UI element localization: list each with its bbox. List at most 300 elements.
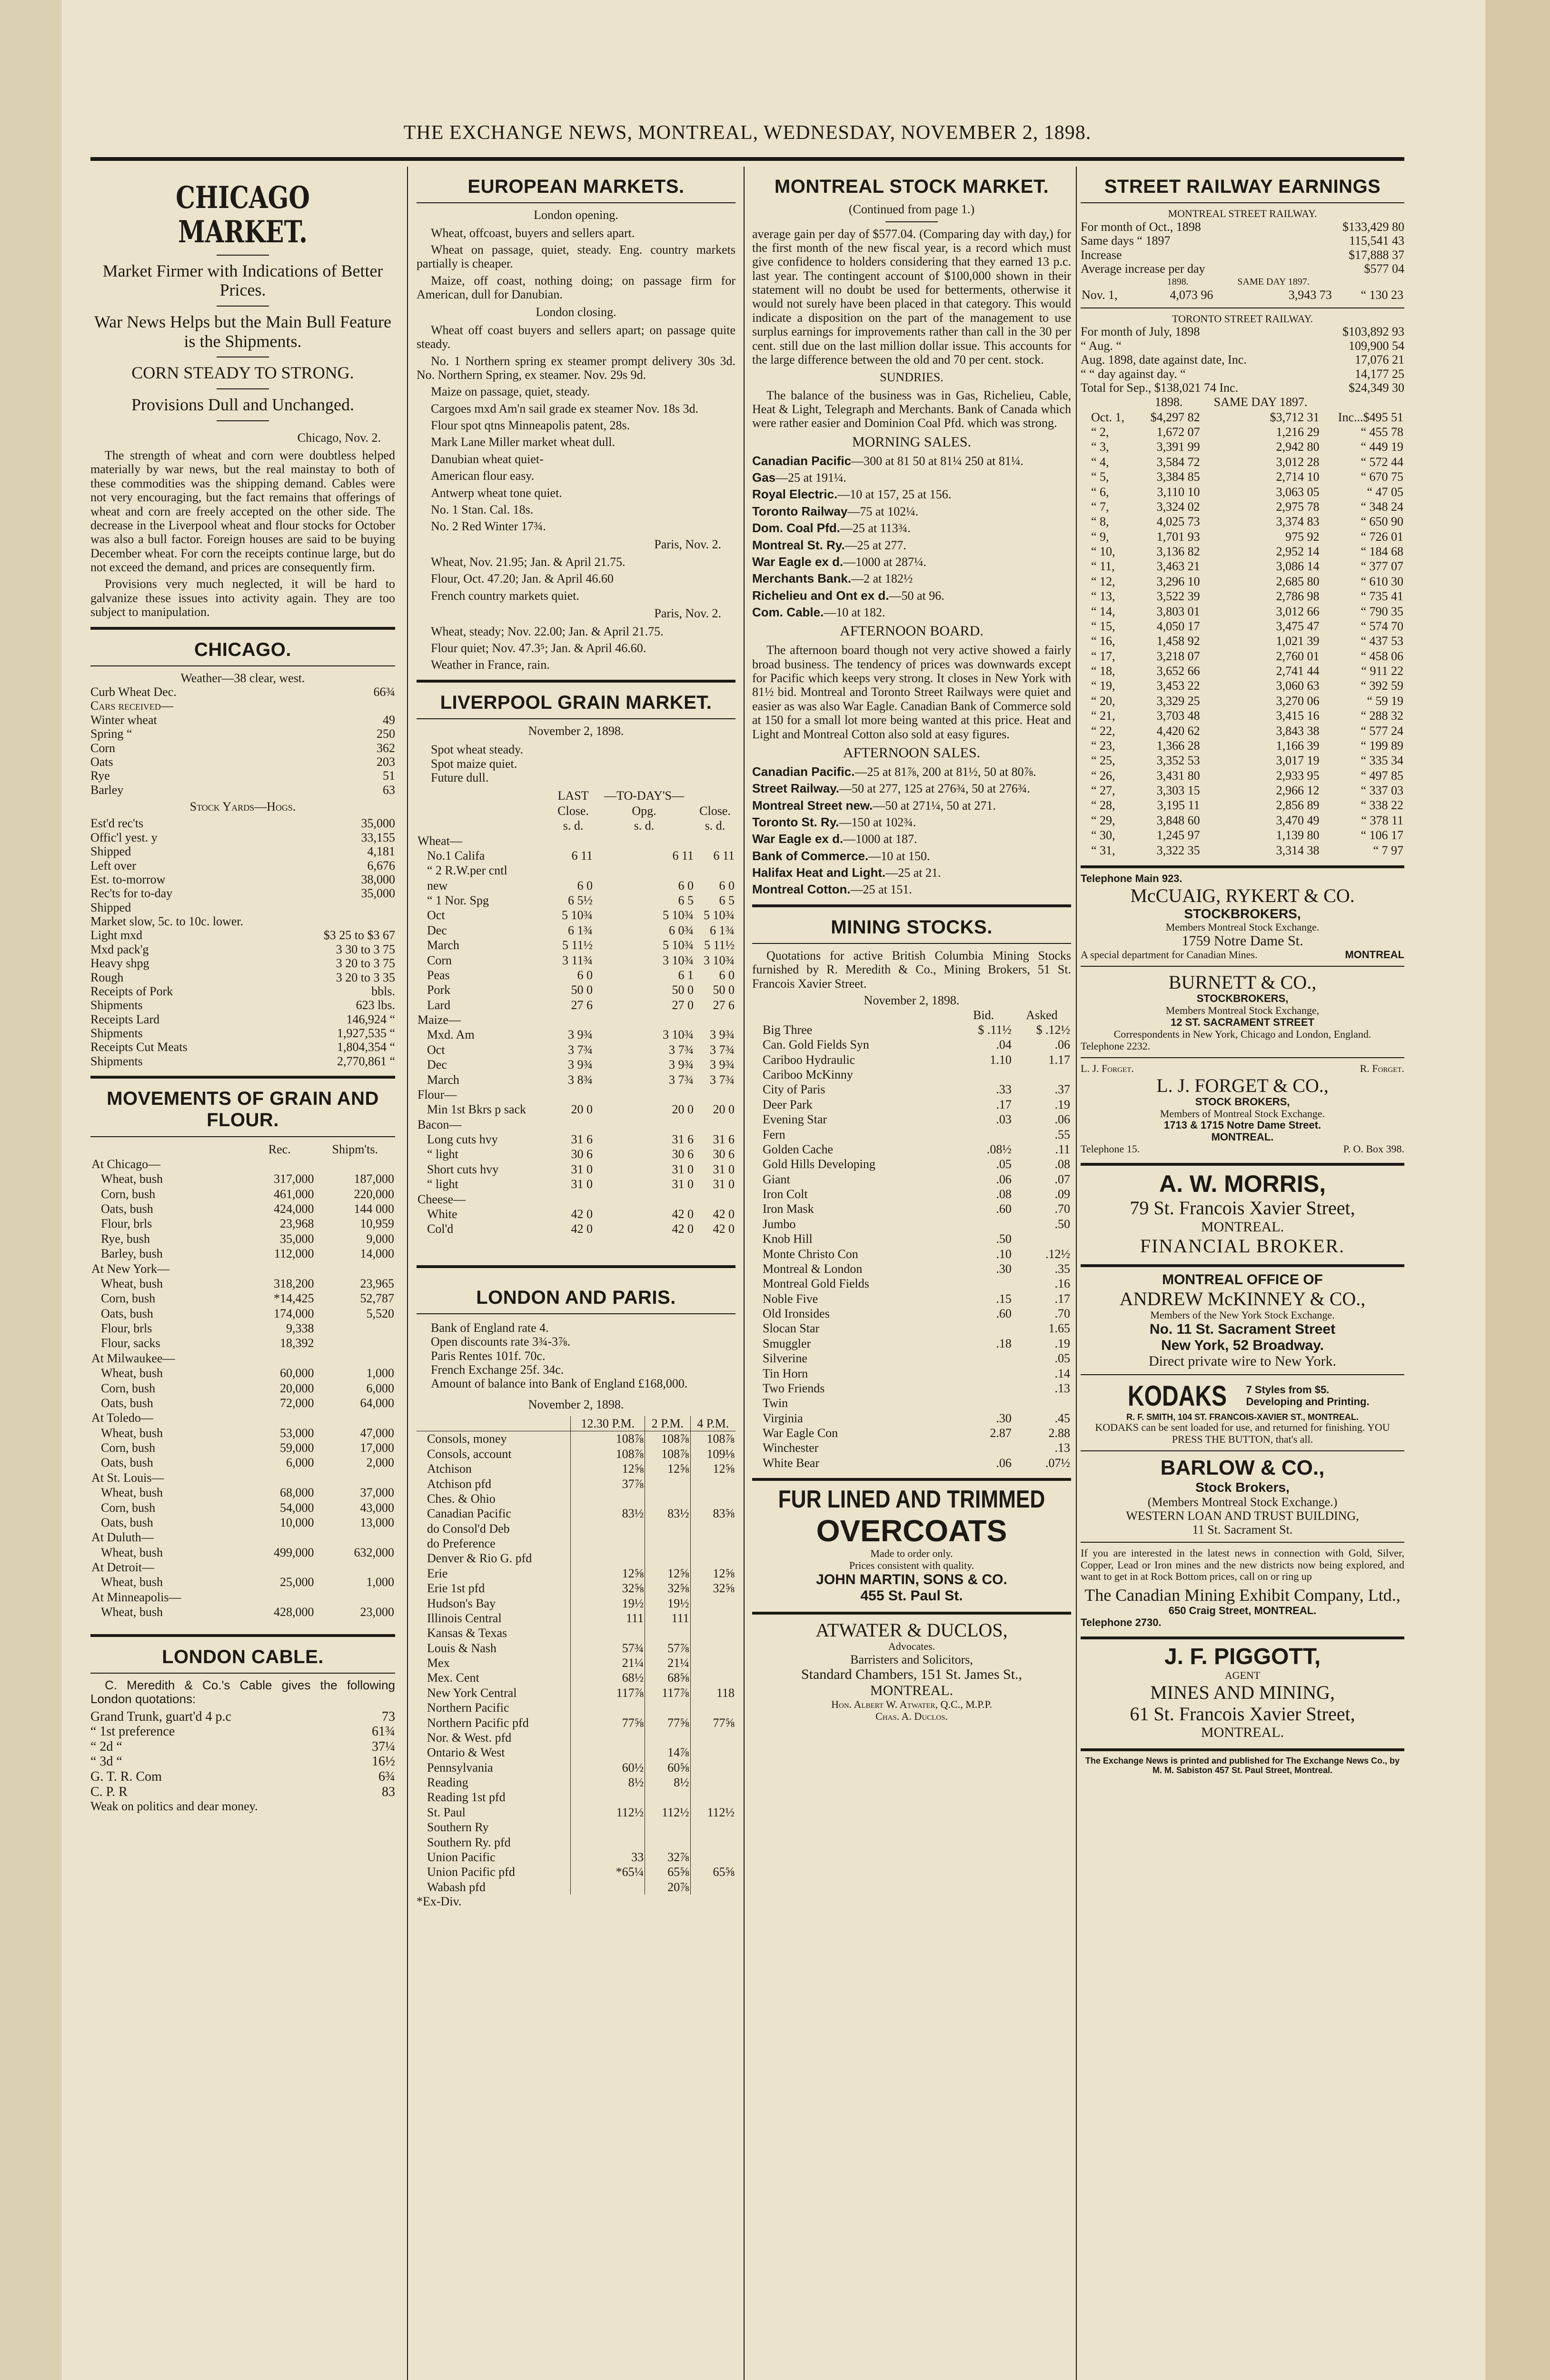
london-paris-row	[417, 1716, 735, 1730]
london-paris-cell: 32⅝	[571, 1581, 645, 1596]
paragraph: No. 1 Northern spring ex steamer prompt delivery 30s 3d. No. Northern Spring, ex steamer. Nov. 29s 9d.	[417, 354, 735, 382]
movements-cell: Barley, bush	[101, 1247, 163, 1261]
toronto-day-cell: 1,166 39	[1276, 738, 1320, 753]
movements-row	[90, 1470, 395, 1485]
mining-cell: .50	[1054, 1217, 1070, 1231]
movements-cell: 6,000	[286, 1456, 314, 1470]
toronto-day-cell: 2,933 95	[1276, 768, 1320, 783]
toronto-day-row	[1081, 485, 1404, 499]
liverpool-cell: 6 5	[678, 893, 694, 907]
toronto-day-cell: 3,296 10	[1156, 574, 1200, 588]
mining-cell: .33	[996, 1082, 1012, 1097]
liverpool-cell	[594, 1087, 695, 1102]
toronto-day-row	[1081, 469, 1404, 484]
price-row-cell: Receipts Lard	[90, 1012, 160, 1026]
toronto-day-cell: “ 911 22	[1361, 664, 1403, 678]
toronto-day-cell: “ 13,	[1091, 589, 1115, 604]
montreal-nov-header-cell	[1081, 276, 1142, 288]
toronto-day-cell: 1,245 97	[1156, 828, 1200, 843]
toronto-day-cell: “ 199 89	[1361, 738, 1403, 753]
liverpool-cell: 6 0	[719, 968, 735, 982]
liverpool-row	[417, 1072, 735, 1087]
london-paris-cell: 83½	[645, 1506, 691, 1521]
paragraph: Weather in France, rain.	[431, 658, 550, 672]
cable-row-cell: “ 2d “	[90, 1739, 122, 1754]
liverpool-cell: 6 5½	[568, 893, 593, 907]
mining-cell: .06	[1054, 1112, 1070, 1127]
toronto-day-cell: “ 29,	[1091, 813, 1115, 827]
cars-row-cell: 362	[377, 741, 395, 755]
liverpool-cell: 30 6	[672, 1147, 694, 1161]
mining-cell: .15	[996, 1291, 1012, 1306]
london-paris-cell: Denver & Rio G. pfd	[427, 1551, 532, 1566]
toronto-earnings-row	[1081, 353, 1404, 367]
mining-cell	[954, 1217, 1013, 1231]
liverpool-row	[417, 982, 735, 997]
mining-row	[752, 1306, 1071, 1321]
sale-entry	[752, 589, 1071, 603]
movements-cell: Wheat, bush	[101, 1276, 163, 1290]
movements-cell: 54,000	[279, 1500, 314, 1515]
mining-cell: Jumbo	[763, 1217, 796, 1231]
mining-cell: 1.10	[990, 1052, 1012, 1067]
liverpool-cell: Col'd	[427, 1222, 454, 1236]
paragraph: Provisions very much neglected, it will be hard to galvanize these issues into activity again. They are too subject to manipulation.	[90, 577, 395, 619]
price-row-cell: 1,804,354 “	[337, 1040, 395, 1054]
toronto-day-cell: 1,672 07	[1156, 425, 1200, 439]
liverpool-cell: Dec	[427, 1058, 447, 1072]
liverpool-header-cell: —TO-DAY'S—	[604, 789, 684, 803]
london-paris-cell: 32⅝	[690, 1581, 735, 1596]
liverpool-header-cell: s. d.	[563, 819, 584, 833]
mining-cell: .17	[996, 1097, 1012, 1111]
london-paris-cell	[690, 1656, 735, 1670]
toronto-day-cell: “ 22,	[1091, 724, 1115, 738]
price-row-cell: Light mxd	[90, 928, 143, 942]
toronto-day-row	[1081, 738, 1404, 753]
london-paris-cell: 57⅞	[645, 1641, 691, 1656]
london-paris-cell: 12⅝	[690, 1566, 735, 1581]
subhead: MONTREAL STREET RAILWAY.	[1168, 208, 1317, 220]
mining-cell: .08½	[986, 1142, 1012, 1156]
movements-cell: Wheat, bush	[101, 1575, 163, 1589]
liverpool-header	[417, 788, 735, 803]
toronto-earnings-row	[1081, 325, 1404, 338]
price-row	[90, 1040, 395, 1054]
london-paris-cell: 12⅝	[690, 1461, 735, 1476]
mining-cell	[954, 1276, 1013, 1291]
london-paris-cell: 8½	[645, 1775, 691, 1790]
toronto-day-cell: 4,050 17	[1156, 619, 1200, 633]
toronto-day-cell: “ 26,	[1091, 768, 1115, 783]
mining-row	[752, 1456, 1071, 1470]
toronto-day-row	[1081, 783, 1404, 798]
liverpool-row	[417, 833, 735, 848]
london-paris-cell: Northern Pacific pfd	[427, 1716, 529, 1730]
london-paris-cell	[571, 1820, 645, 1835]
mining-cell: Fern	[763, 1127, 785, 1141]
movements-cell	[244, 1560, 315, 1575]
movements-cell	[244, 1261, 315, 1276]
movements-cell	[244, 1470, 315, 1485]
sale-details: —50 at 271¼, 50 at 271.	[873, 798, 996, 813]
london-paris-cell: Pennsylvania	[427, 1760, 493, 1775]
mining-cell	[954, 1440, 1013, 1455]
toronto-day-cell: “ 10,	[1091, 545, 1115, 558]
toronto-day-cell: 3,584 72	[1156, 455, 1200, 469]
hog-row	[90, 901, 395, 914]
liverpool-cell: 31 0	[571, 1162, 593, 1176]
movements-row	[90, 1291, 395, 1306]
masthead-rule	[90, 157, 1404, 161]
london-paris-cell: 77⅝	[690, 1716, 735, 1730]
movements-row	[90, 1396, 395, 1410]
liverpool-cell: 20 0	[713, 1102, 735, 1117]
sale-stock: Montreal Cotton.	[752, 882, 851, 897]
liverpool-row	[417, 968, 735, 982]
price-row-cell: 623 lbs.	[356, 998, 395, 1012]
london-paris-row	[417, 1536, 735, 1551]
sale-entry	[752, 782, 1071, 795]
mining-cell: Montreal Gold Fields	[763, 1277, 869, 1291]
subhead: Market Firmer with Indications of Better Prices.	[102, 261, 383, 300]
mining-cell: .30	[996, 1261, 1012, 1276]
london-paris-cell: 21¼	[645, 1656, 691, 1670]
toronto-day-cell: 4,420 62	[1156, 724, 1200, 738]
london-paris-cell: Southern Ry	[427, 1820, 489, 1835]
cars-row-cell: Corn	[90, 741, 115, 755]
sale-details: —300 at 81 50 at 81¼ 250 at 81¼.	[851, 454, 1023, 468]
cable-row-cell: 83	[382, 1784, 395, 1799]
liverpool-cell: No.1 Califa	[427, 848, 485, 863]
paragraph: Maize, off coast, nothing doing; on passage firm for American, dull for Danubian.	[417, 273, 735, 302]
cars-row	[90, 713, 395, 727]
subhead: MORNING SALES.	[852, 434, 972, 450]
sale-stock: Montreal St. Ry.	[752, 537, 845, 552]
toronto-day-row	[1081, 410, 1404, 425]
london-paris-row	[417, 1850, 735, 1864]
liverpool-row	[417, 848, 735, 863]
london-paris-header-cell	[417, 1416, 571, 1431]
mining-cell: Monte Christo Con	[763, 1247, 858, 1261]
movements-cell: Corn, bush	[101, 1441, 156, 1455]
mining-row	[752, 1067, 1071, 1082]
toronto-day-cell: 3,324 02	[1156, 499, 1200, 514]
movements-cell: 53,000	[279, 1426, 314, 1440]
movements-cell	[244, 1530, 315, 1545]
liverpool-row	[417, 938, 735, 952]
movements-cell: Rye, bush	[101, 1231, 150, 1246]
toronto-day-cell: 1,366 28	[1156, 738, 1200, 753]
liverpool-cell: 6 0	[678, 878, 694, 892]
sale-stock: Toronto Railway	[752, 504, 848, 518]
liverpool-cell: 50 0	[713, 983, 735, 997]
london-paris-cell: 112½	[571, 1805, 645, 1820]
movements-row	[90, 1306, 395, 1321]
movements-cell: Flour, sacks	[101, 1336, 160, 1350]
london-paris-cell: 20⅞	[645, 1880, 691, 1894]
toronto-day-row	[1081, 798, 1404, 813]
toronto-day-row	[1081, 604, 1404, 619]
mining-cell: .12½	[1045, 1247, 1070, 1261]
liverpool-cell: Bacon—	[417, 1117, 462, 1131]
liverpool-cell: 3 9¾	[710, 1028, 735, 1042]
sale-details: —10 at 157, 25 at 156.	[837, 487, 952, 502]
subhead: AFTERNOON BOARD.	[840, 623, 984, 639]
movements-cell: 60,000	[279, 1366, 314, 1380]
movements-header-cell	[90, 1142, 244, 1157]
hog-row	[90, 859, 395, 873]
movements-row	[90, 1515, 395, 1530]
london-paris-cell	[645, 1790, 691, 1805]
london-paris-cell: 60½	[571, 1760, 645, 1775]
london-paris-cell: Ches. & Ohio	[427, 1491, 496, 1506]
movements-cell: 37,000	[360, 1486, 394, 1500]
market-note: Market slow, 5c. to 10c. lower.	[90, 914, 244, 929]
liverpool-cell: 3 10¾	[663, 953, 694, 967]
toronto-day-cell: 2,760 01	[1276, 649, 1320, 663]
liverpool-cell: 5 10¾	[562, 908, 593, 922]
mining-cell: Can. Gold Fields Syn	[763, 1038, 869, 1052]
mining-cell: Tin Horn	[763, 1366, 808, 1380]
london-paris-row	[417, 1864, 735, 1879]
london-paris-cell: 12⅝	[571, 1461, 645, 1476]
toronto-day-cell: 3,431 80	[1156, 768, 1200, 783]
movements-cell: At Chicago—	[91, 1157, 161, 1171]
mining-row	[752, 1440, 1071, 1455]
toronto-day-cell: “ 288 32	[1361, 709, 1403, 723]
line: Amount of balance into Bank of England £168,000.	[431, 1377, 688, 1391]
toronto-day-cell: “ 15,	[1091, 619, 1115, 633]
mining-row	[752, 1247, 1071, 1261]
movements-cell	[315, 1261, 395, 1276]
line: Paris Rentes 101f. 70c.	[431, 1349, 546, 1363]
movements-row	[90, 1485, 395, 1500]
toronto-day-cell: “ 392 59	[1361, 679, 1403, 693]
mining-header-cell: Asked	[1026, 1008, 1058, 1022]
toronto-day-cell: 3,384 85	[1156, 470, 1200, 484]
sale-entry	[752, 605, 1071, 619]
toronto-day-row	[1081, 499, 1404, 514]
toronto-earnings-row-cell: $103,892 93	[1342, 325, 1404, 339]
movements-row	[90, 1366, 395, 1380]
toronto-day-cell: 3,391 99	[1156, 440, 1200, 454]
liverpool-header-cell	[417, 803, 553, 818]
london-paris-cell	[690, 1775, 735, 1790]
liverpool-cell: 6 0	[577, 878, 593, 892]
liverpool-cell: Cheese—	[417, 1192, 466, 1206]
sale-details: —2 at 182½	[851, 572, 913, 586]
column-rule	[407, 167, 408, 2380]
price-row-cell: Mxd pack'g	[90, 942, 149, 956]
price-row-cell: Shipments	[90, 1054, 143, 1068]
mining-cell	[954, 1351, 1013, 1366]
liverpool-cell: 3 9¾	[568, 1058, 593, 1072]
movements-cell: Wheat, bush	[101, 1545, 163, 1559]
liverpool-cell: March	[427, 1072, 459, 1087]
toronto-day-cell: “ 437 53	[1361, 634, 1403, 648]
toronto-day-cell: “ 31,	[1091, 843, 1115, 857]
toronto-day-cell: “ 377 07	[1361, 559, 1403, 574]
mccuaig-ad: Telephone Main 923. McCUAIG, RYKERT & CO. STOCKBROKERS, Members Montreal Stock Exchange. 1759 Notre Dame St. A special department for Canadian Mines. MONTREAL	[1081, 872, 1404, 961]
movements-table	[90, 1142, 395, 1620]
movements-cell: 35,000	[279, 1231, 314, 1246]
london-paris-cell	[571, 1491, 645, 1506]
liverpool-row	[417, 1177, 735, 1191]
price-row	[90, 956, 395, 970]
montreal-nov-row	[1081, 288, 1404, 302]
liverpool-row	[417, 1102, 735, 1117]
liverpool-cell	[553, 1192, 594, 1207]
article-title: CHICAGO MARKET.	[176, 180, 310, 250]
london-paris-cell: Union Pacific	[427, 1850, 496, 1864]
sale-stock: Merchants Bank.	[752, 571, 852, 586]
london-cable-section	[90, 1646, 395, 1814]
sale-entry	[752, 849, 1071, 863]
liverpool-cell: Oct	[427, 908, 445, 922]
toronto-day-cell: 1,701 93	[1156, 529, 1200, 544]
toronto-day-header-cell: SAME DAY 1897.	[1213, 395, 1308, 409]
movements-cell: Oats, bush	[101, 1456, 153, 1470]
liverpool-row	[417, 1162, 735, 1177]
liverpool-cell: March	[427, 938, 459, 952]
cable-row-cell: 6¾	[378, 1769, 395, 1785]
liverpool-cell: 31 6	[713, 1132, 735, 1146]
toronto-day-cell: “ 25,	[1091, 754, 1115, 768]
liverpool-cell	[695, 1012, 735, 1027]
cars-row-cell: Oats	[90, 754, 113, 769]
movements-cell	[315, 1590, 395, 1605]
hog-row-cell: Shipped	[90, 844, 131, 859]
toronto-day-header-cell	[1081, 395, 1137, 409]
liverpool-row	[417, 893, 735, 908]
mining-cell: Knob Hill	[763, 1232, 813, 1246]
paragraph: Wheat, offcoast, buyers and sellers apart.	[431, 226, 635, 240]
london-paris-row	[417, 1805, 735, 1820]
toronto-day-cell: 3,086 14	[1276, 559, 1320, 574]
mining-cell: Gold Hills Developing	[763, 1157, 875, 1171]
liverpool-row	[417, 908, 735, 922]
london-paris-cell	[690, 1850, 735, 1864]
movements-row	[90, 1187, 395, 1201]
movements-cell: 43,000	[360, 1500, 394, 1515]
liverpool-header	[417, 818, 735, 833]
liverpool-cell: 50 0	[571, 983, 593, 997]
toronto-earnings-row	[1081, 367, 1404, 381]
sale-stock: Dom. Coal Pfd.	[752, 521, 840, 536]
toronto-day-cell: 975 92	[1285, 529, 1320, 544]
movements-row	[90, 1216, 395, 1231]
london-paris-cell: Atchison	[427, 1462, 472, 1476]
movements-cell: 13,000	[360, 1515, 394, 1529]
toronto-earnings-row-cell: “ “ day against day. “	[1081, 367, 1186, 381]
london-paris-cell: 117⅞	[571, 1686, 645, 1700]
paragraph: Cargoes mxd Am'n sail grade ex steamer Nov. 18s 3d.	[431, 401, 699, 416]
london-paris-cell: 83½	[571, 1506, 645, 1521]
sale-entry	[752, 505, 1071, 518]
line: Future dull.	[431, 771, 489, 784]
movements-row	[90, 1246, 395, 1261]
sale-stock: Bank of Commerce.	[752, 848, 869, 863]
london-paris-cell	[571, 1835, 645, 1850]
forget-ad: L. J. Forget. R. Forget. L. J. FORGET & CO., STOCK BROKERS, Members of Montreal Stock Exchange. 1713 & 1715 Notre Dame Street. MONTREAL. Telephone 15. P. O. Box 398.	[1081, 1062, 1404, 1155]
mining-row	[752, 1187, 1071, 1201]
cable-row-cell: Grand Trunk, guart'd 4 p.c	[90, 1709, 231, 1724]
paragraph: Flour spot qtns Minneapolis patent, 28s.	[431, 418, 630, 433]
hog-row-cell: Offic'l yest. y	[90, 830, 158, 844]
hog-row-cell: Est'd rec'ts	[90, 816, 144, 831]
movements-cell: At St. Louis—	[91, 1470, 164, 1485]
mining-cell: .05	[996, 1157, 1012, 1171]
liverpool-cell: 3 9¾	[669, 1058, 694, 1072]
sale-entry	[752, 471, 1071, 485]
mining-cell: .60	[996, 1202, 1012, 1216]
toronto-earnings-row	[1081, 339, 1404, 353]
movements-cell	[315, 1530, 395, 1545]
piggott-ad: J. F. PIGGOTT, AGENT MINES AND MINING, 61 St. Francois Xavier Street, MONTREAL.	[1130, 1644, 1355, 1741]
liverpool-cell: 6 0	[577, 968, 593, 982]
movements-cell: At Duluth—	[91, 1530, 154, 1545]
liverpool-cell	[553, 1117, 594, 1132]
london-paris-cell: 111	[645, 1611, 691, 1626]
mining-cell: 2.87	[990, 1426, 1012, 1440]
price-row	[90, 942, 395, 956]
london-paris-cell: 19½	[645, 1596, 691, 1611]
liverpool-cell: “ 2 R.W.per cntl	[427, 863, 507, 878]
movements-row	[90, 1261, 395, 1276]
movements-row	[90, 1381, 395, 1396]
london-paris-cell	[690, 1880, 735, 1894]
toronto-day-row	[1081, 843, 1404, 858]
london-paris-row	[417, 1835, 735, 1850]
liverpool-row	[417, 1147, 735, 1161]
mining-cell: .08	[996, 1187, 1012, 1201]
toronto-day-cell: 3,063 05	[1276, 485, 1320, 499]
toronto-day-cell: 3,475 47	[1276, 619, 1320, 633]
london-paris-cell: 108⅞	[571, 1447, 645, 1461]
toronto-day-cell: “ 18,	[1091, 664, 1115, 678]
liverpool-cell: 5 11½	[704, 938, 735, 952]
toronto-day-cell: “ 2,	[1091, 425, 1109, 439]
mining-header-cell	[752, 1008, 954, 1022]
movements-cell: Flour, brls	[101, 1321, 152, 1336]
london-paris-cell	[690, 1521, 735, 1536]
london-paris-cell: Kansas & Texas	[427, 1626, 507, 1640]
london-paris-row	[417, 1491, 735, 1506]
liverpool-cell: White	[427, 1207, 457, 1221]
paragraph: Wheat off coast buyers and sellers apart; on passage quite steady.	[417, 323, 735, 351]
movements-row	[90, 1410, 395, 1425]
mining-cell: Old Ironsides	[763, 1307, 830, 1321]
column-rule	[744, 167, 745, 2380]
toronto-day-cell: 3,017 19	[1276, 754, 1320, 768]
liverpool-header-cell	[417, 788, 553, 803]
toronto-day-header-cell: 1898.	[1154, 395, 1183, 409]
london-paris-cell: Consols, money	[427, 1432, 507, 1446]
sale-entry	[752, 815, 1071, 829]
london-paris-cell	[690, 1670, 735, 1685]
sale-stock: War Eagle ex d.	[752, 832, 844, 846]
cars-row	[90, 769, 395, 783]
toronto-day-cell: “ 21,	[1091, 709, 1115, 723]
cable-row-cell: C. P. R	[90, 1784, 128, 1799]
liverpool-cell: Long cuts hvy	[427, 1132, 498, 1146]
liverpool-header-cell: LAST	[557, 789, 589, 803]
mining-row	[752, 1127, 1071, 1142]
liverpool-cell: 3 7¾	[669, 1072, 694, 1087]
movements-cell: 52,787	[360, 1291, 394, 1306]
sale-details: —75 at 102¼.	[847, 504, 919, 518]
